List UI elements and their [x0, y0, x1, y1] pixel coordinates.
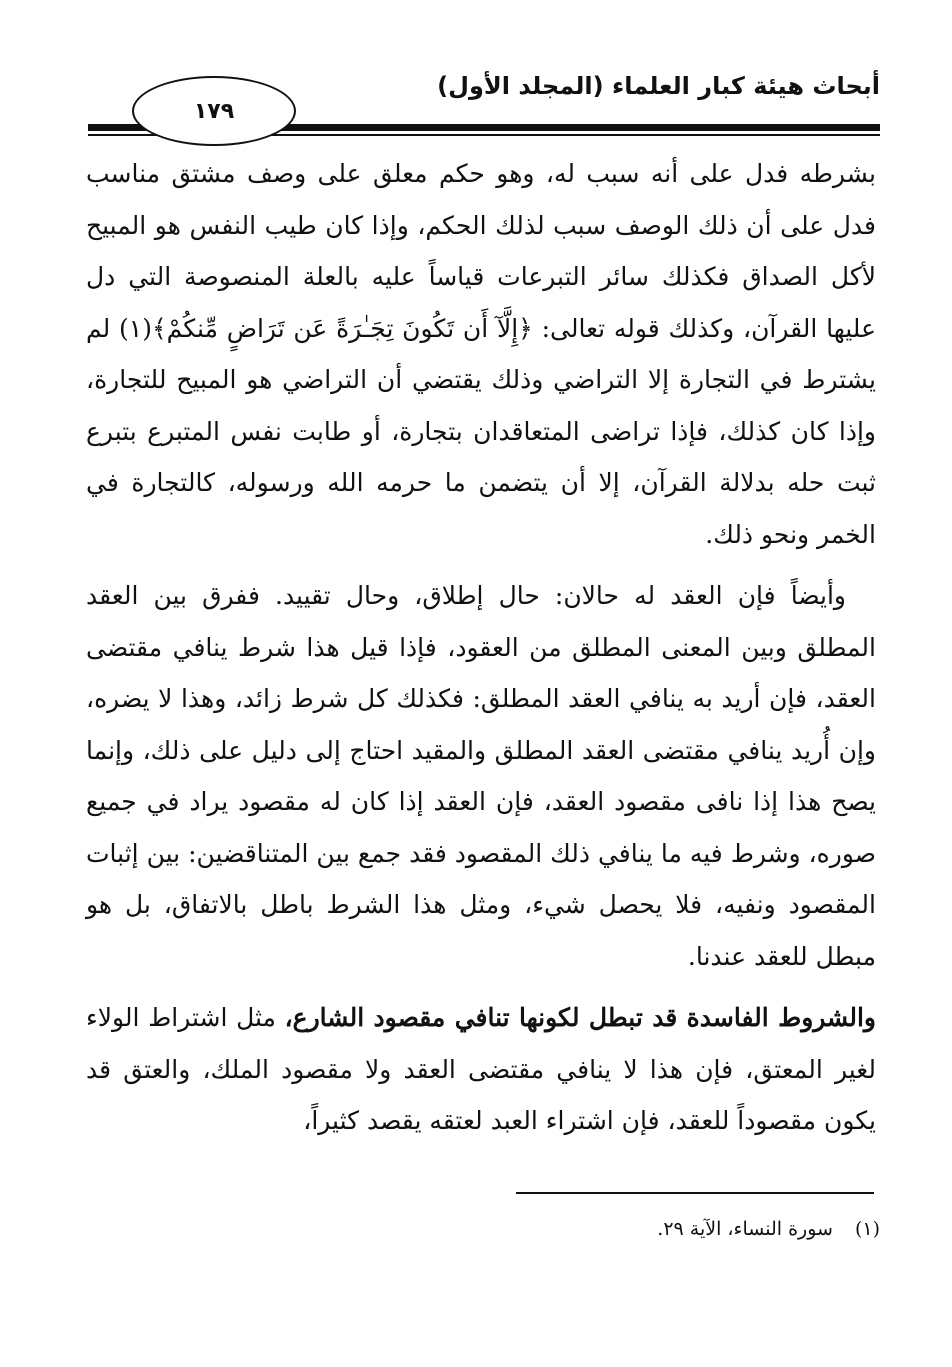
paragraph-1: بشرطه فدل على أنه سبب له، وهو حكم معلق على وصف مشتق مناسب فدل على أن ذلك الوصف سبب لذلك الحكم، وإذا كان طيب النفس هو المبيح لأكل الصداق فكذلك سائر التبرعات قياساً عليه بالعلة المنصوصة التي دل عليها القرآن، وكذلك قوله تعالى: ﴿إِلَّآ أَن تَكُونَ تِجَـٰرَةً عَن تَرَاضٍ مِّنكُمْ﴾(١) لم يشترط في التجارة إلا التراضي وذلك يقتضي أن التراضي هو المبيح للتجارة، وإذا كان كذلك، فإذا تراضى المتعاقدان بتجارة، أو طابت نفس المتبرع بتبرع ثبت حله بدلالة القرآن، إلا أن يتضمن ما حرمه الله ورسوله، كالتجارة في الخمر ونحو ذلك.	[86, 159, 876, 549]
main-text	[86, 148, 876, 1147]
paragraph-2: وأيضاً فإن العقد له حالان: حال إطلاق، وحال تقييد. ففرق بين العقد المطلق وبين المعنى المطلق من العقود، فإذا قيل هذا شرط ينافي مقتضى العقد، فإن أريد به ينافي العقد المطلق: فكذلك كل شرط زائد، وهذا لا يضره، وإن أُريد ينافي مقتضى العقد المطلق والمقيد احتاج إلى دليل على ذلك، وإنما يصح هذا إذا نافى مقصود العقد، فإن العقد إذا كان له مقصود يراد في جميع صوره، وشرط فيه ما ينافي ذلك المقصود فقد جمع بين المتناقضين: بين إثبات المقصود ونفيه، فلا يحصل شيء، ومثل هذا الشرط باطل بالاتفاق، بل هو مبطل للعقد عندنا.	[86, 581, 876, 971]
footnote-separator	[516, 1192, 874, 1194]
paragraph-3-bold-lead: والشروط الفاسدة قد تبطل لكونها تنافي مقصود الشارع،	[284, 1003, 876, 1032]
running-title: أبحاث هيئة كبار العلماء (المجلد الأول)	[437, 72, 880, 100]
footnote-text: سورة النساء، الآية ٢٩.	[657, 1218, 833, 1240]
paragraph-3-rest: مثل اشتراط الولاء لغير المعتق، فإن هذا لا ينافي مقتضى العقد ولا مقصود الملك، والعتق قد يكون مقصوداً للعقد، فإن اشتراء العبد لعتقه يقصد كثيراً،	[86, 1003, 876, 1135]
page-number: ١٧٩	[193, 98, 235, 124]
paragraph-3	[86, 992, 876, 1147]
page-number-oval	[132, 76, 296, 146]
footnote-marker: (١)	[854, 1218, 880, 1240]
footnote	[657, 1218, 880, 1240]
